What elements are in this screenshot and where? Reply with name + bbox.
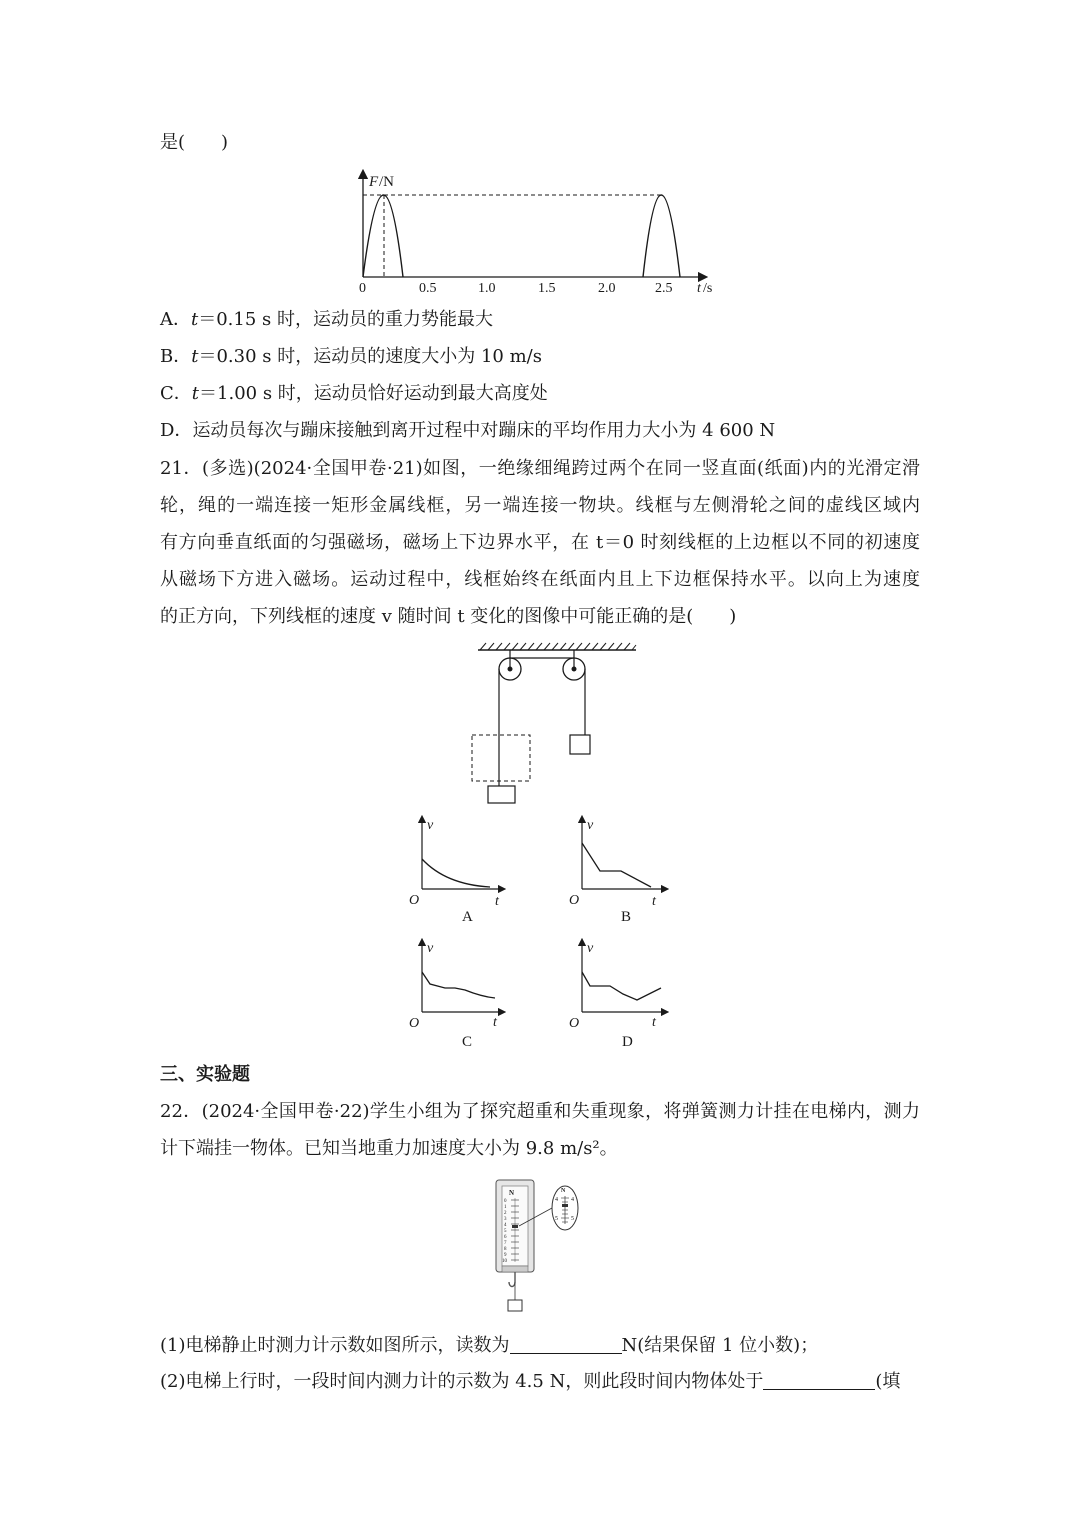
scale-pointer (512, 1225, 518, 1228)
option-c: C．t＝1.00 s 时，运动员恰好运动到最大高度处 (160, 383, 548, 404)
svg-text:O: O (569, 893, 580, 908)
svg-text:2: 2 (504, 1211, 507, 1216)
scale-bottom-cap (502, 1266, 528, 1272)
metal-frame (488, 786, 515, 803)
force-time-graph (355, 170, 725, 295)
scale-hook (509, 1272, 515, 1287)
y-axis-unit: /N (379, 174, 394, 190)
vt-graph-a (405, 815, 515, 927)
svg-text:10: 10 (502, 1259, 507, 1264)
x-tick: 1.5 (538, 281, 556, 296)
option-d: D．运动员每次与蹦床接触到离开过程中对蹦床的平均作用力大小为 4 600 N (160, 420, 776, 441)
option-a: A．t＝0.15 s 时，运动员的重力势能最大 (160, 309, 493, 330)
svg-text:O: O (409, 1016, 420, 1031)
svg-text:t: t (652, 894, 656, 909)
label-c: C (462, 1034, 473, 1050)
svg-text:1: 1 (504, 1205, 507, 1210)
pulley-diagram (470, 640, 640, 810)
svg-text:8: 8 (504, 1247, 507, 1252)
magnetic-field-region (472, 735, 530, 781)
answer-blank-1[interactable] (510, 1335, 622, 1354)
force-pulse-1 (363, 195, 403, 277)
curve-d (582, 972, 661, 1000)
force-pulse-2 (643, 195, 680, 277)
label-d: D (622, 1034, 633, 1050)
x-tick: 0.5 (419, 281, 437, 296)
svg-text:4: 4 (504, 1223, 507, 1228)
curve-b (582, 843, 651, 887)
svg-text:5: 5 (571, 1216, 574, 1222)
svg-text:v: v (427, 941, 434, 956)
q22-part-2: (2)电梯上行时，一段时间内测力计的示数为 4.5 N，则此段时间内物体处于 (填 (160, 1371, 901, 1392)
svg-text:O: O (409, 893, 420, 908)
svg-text:3: 3 (504, 1217, 507, 1222)
svg-text:4: 4 (555, 1197, 558, 1203)
y-axis-var: F (369, 174, 379, 190)
option-b: B．t＝0.30 s 时，运动员的速度大小为 10 m/s (160, 346, 542, 367)
question-tail-text: 是( ) (160, 132, 229, 153)
origin-label: 0 (359, 281, 366, 296)
x-axis-unit: /s (703, 281, 713, 296)
svg-text:N: N (509, 1189, 515, 1197)
x-axis-var: t (697, 281, 701, 296)
hanging-block (570, 735, 590, 754)
q21-line-3: 有方向垂直纸面的匀强磁场，磁场上下边界水平，在 t＝0 时刻线框的上边框以不同的初速度 (160, 532, 920, 553)
vt-graph-b (565, 815, 675, 927)
vt-graph-c (405, 938, 515, 1050)
q22-line-2: 计下端挂一物体。已知当地重力加速度大小为 9.8 m/s²。 (160, 1138, 618, 1159)
curve-c (422, 972, 495, 998)
q22-line-1: 22．(2024·全国甲卷·22)学生小组为了探究超重和失重现象，将弹簧测力计挂在电梯内，测力 (160, 1101, 920, 1122)
svg-text:N: N (561, 1188, 566, 1194)
svg-text:0: 0 (504, 1199, 507, 1204)
svg-text:t: t (652, 1015, 656, 1030)
svg-text:9: 9 (504, 1253, 507, 1258)
q22-part-1: (1)电梯静止时测力计示数如图所示，读数为 N(结果保留 1 位小数)； (160, 1335, 819, 1356)
svg-text:t: t (493, 1015, 497, 1030)
svg-text:5: 5 (504, 1229, 507, 1234)
svg-text:6: 6 (504, 1235, 507, 1240)
q21-line-2: 轮，绳的一端连接一矩形金属线框，另一端连接一物块。线框与左侧滑轮之间的虚线区域内 (160, 495, 920, 516)
q21-line-4: 从磁场下方进入磁场。运动过程中，线框始终在纸面内且上下边框保持水平。以向上为速度 (160, 569, 920, 590)
label-b: B (621, 909, 632, 925)
q21-line-1: 21．(多选)(2024·全国甲卷·21)如图，一绝缘细绳跨过两个在同一竖直面(纸面)内的光滑定滑 (160, 458, 920, 479)
x-tick: 2.5 (655, 281, 673, 296)
svg-text:4: 4 (571, 1197, 574, 1203)
curve-a (422, 859, 490, 887)
hanging-object (508, 1300, 522, 1311)
svg-text:t: t (495, 894, 499, 909)
q21-line-5: 的正方向，下列线框的速度 v 随时间 t 变化的图像中可能正确的是( ) (160, 606, 737, 627)
svg-text:v: v (427, 818, 434, 833)
section-title: 三、实验题 (160, 1064, 250, 1085)
vt-graph-d (565, 938, 675, 1050)
svg-text:7: 7 (504, 1241, 507, 1246)
spring-scale-diagram (490, 1178, 590, 1318)
x-tick: 2.0 (598, 281, 616, 296)
x-tick: 1.0 (478, 281, 496, 296)
answer-blank-2[interactable] (763, 1371, 875, 1390)
svg-text:v: v (587, 818, 594, 833)
svg-text:5: 5 (555, 1216, 558, 1222)
label-a: A (462, 909, 473, 925)
ceiling-hatch (480, 643, 636, 650)
svg-text:O: O (569, 1016, 580, 1031)
svg-text:v: v (587, 941, 594, 956)
